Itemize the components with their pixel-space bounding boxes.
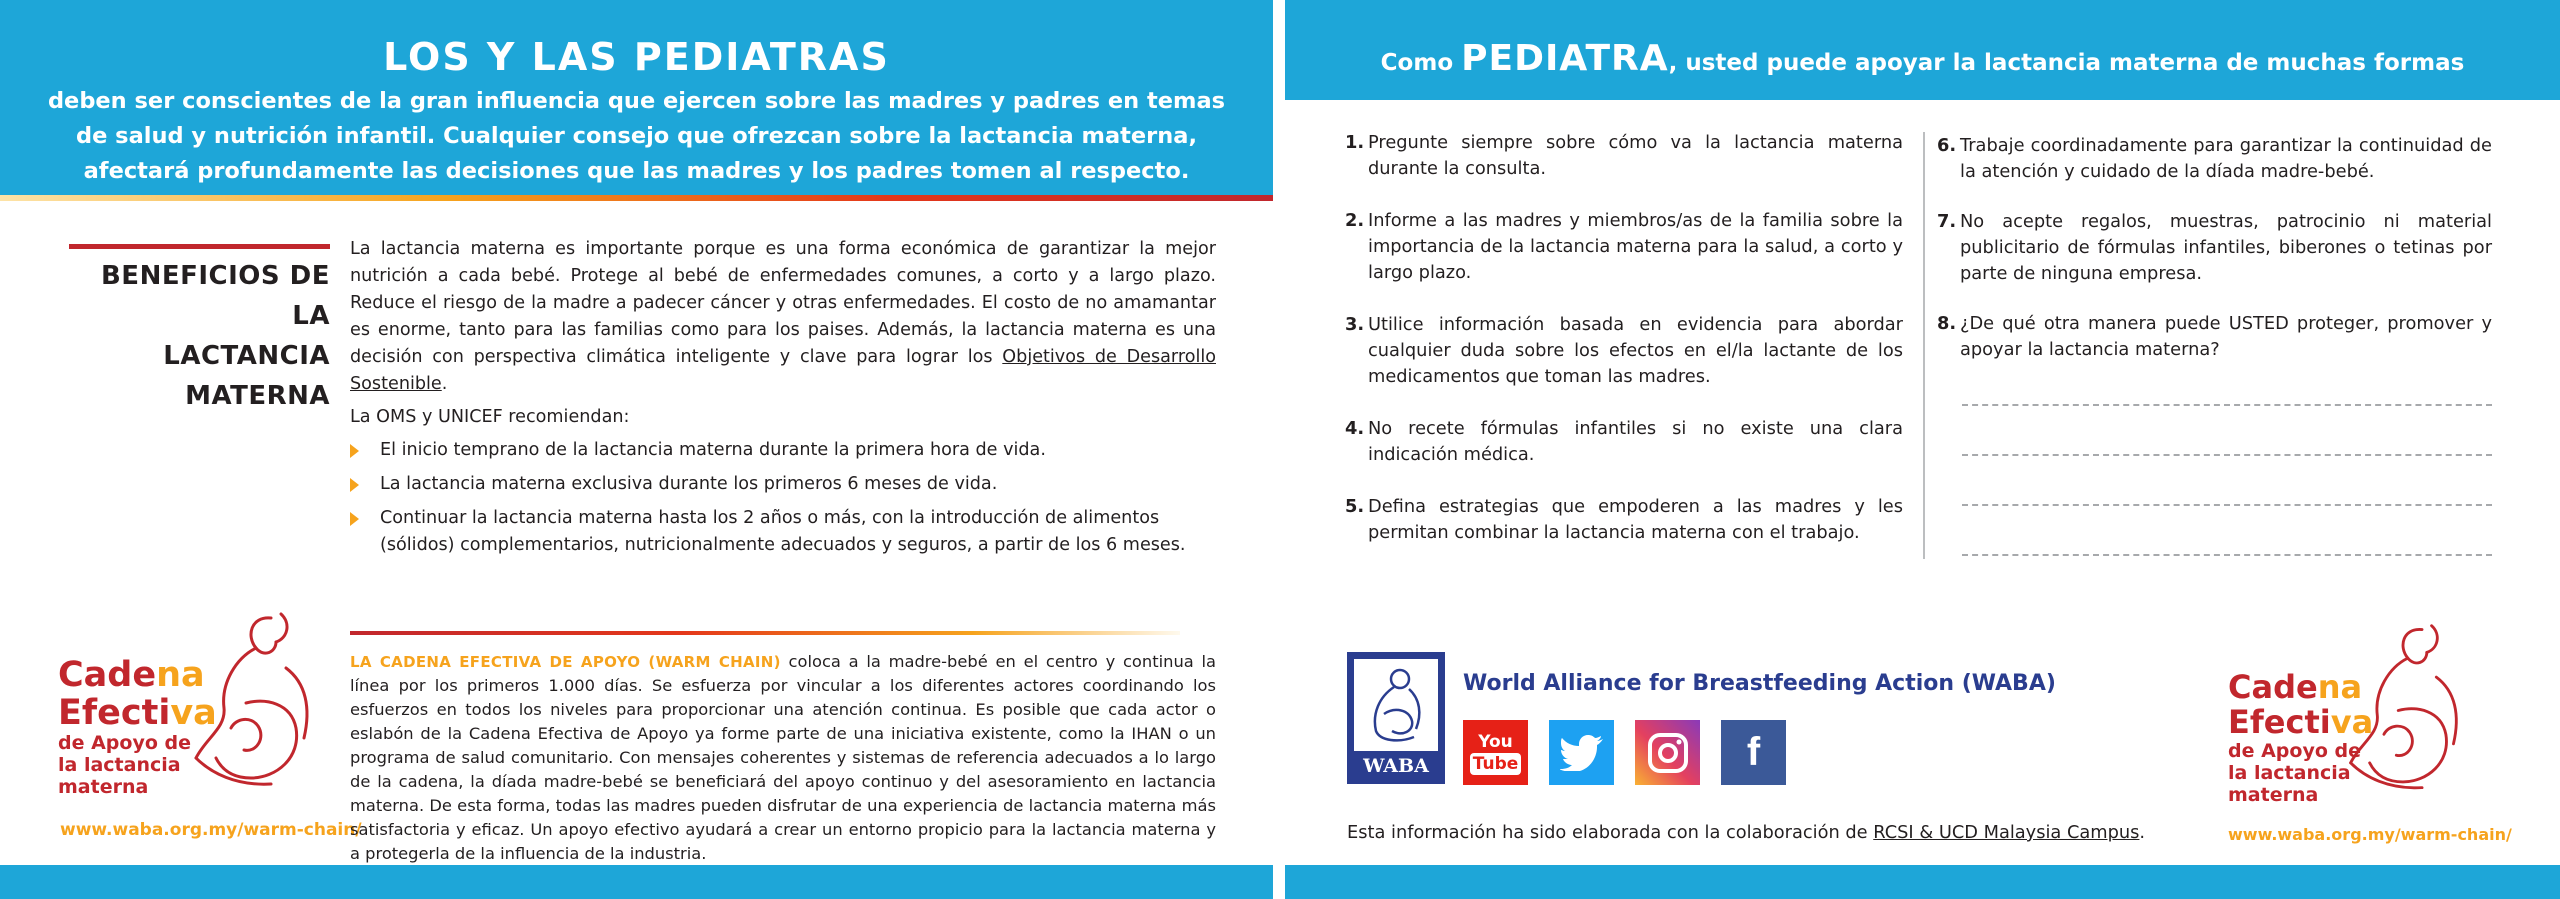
left-header (0, 0, 1273, 195)
left-title: LOS Y LAS PEDIATRAS (383, 35, 890, 79)
list-item: 8. ¿De qué otra manera puede USTED proteger, promover y apoyar la lactancia materna? (1937, 313, 2492, 360)
waba-logo (1347, 652, 1445, 784)
panel-divider (1273, 0, 1285, 899)
list-item: La lactancia materna exclusiva durante los primeros 6 meses de vida. (350, 471, 1216, 498)
logo-line5: materna (58, 776, 149, 798)
benefits-period: . (441, 374, 448, 394)
mother-baby-icon (2328, 620, 2478, 820)
bullet-icon (350, 512, 359, 526)
facebook-icon[interactable]: f (1721, 720, 1786, 785)
right-footer-bar (1285, 865, 2560, 899)
list-item: Continuar la lactancia materna hasta los 2 años o más, con la introducción de alimentos (sólidos) complementarios, nutricionalmente adecuados y seguros, a partir de los 6 meses. (350, 505, 1216, 559)
recommendations-title: La OMS y UNICEF recomiendan: (350, 407, 630, 427)
logo-line3: de Apoyo de (2228, 740, 2361, 762)
list-item: 6. Trabaje coordinadamente para garantizar la continuidad de la atención y cuidado de la díada madre-bebé. (1937, 135, 2492, 182)
list-item: El inicio temprano de la lactancia materna durante la primera hora de vida. (350, 437, 1216, 464)
recommendations-list (350, 437, 1216, 566)
cadena-logo-right (2228, 670, 2488, 820)
instagram-icon[interactable] (1635, 720, 1700, 785)
answer-line[interactable] (1962, 554, 2492, 556)
warm-chain-url[interactable]: www.waba.org.my/warm-chain/ (60, 820, 362, 840)
right-header-prefix: Como (1380, 50, 1462, 76)
waba-logo-emblem (1354, 659, 1438, 751)
cadena-highlight: LA CADENA EFECTIVA DE APOYO (WARM CHAIN) (350, 653, 781, 671)
cadena-text: coloca a la madre-bebé en el centro y continua la línea por los primeros 1.000 días. Se esfuerza por vincular a los diferentes actores coordinando los esfuerzos en todos los niveles para proporcionar una atención continua. Es posible que cada actor o eslabón de la Cadena Efectiva de Apoyo ya forme parte de una iniciativa existente, como la IHAN o un programa de salud comunitario. Con mensajes coherentes y sistemas de referencia adecuados a lo largo de la cadena, la díada madre-bebé se beneficiará del apoyo continuo y del asesoramiento en lactancia materna. De esta forma, todas las madres pueden disfrutar de una experiencia de lactancia materna más satisfactoria y eficaz. Un apoyo efectivo ayudará a crear un entorno propicio para la lactancia materna y a protegerla de la influencia de la industria. (350, 652, 1216, 863)
logo-word-efectiva: Efectiva (58, 693, 217, 733)
benefits-paragraph-text: La lactancia materna es importante porque es una forma económica de garantizar la mejor nutrición a cada bebé. Protege al bebé de enfermedades comunes, a corto y a largo plazo. Reduce el riesgo de la madre a padecer cáncer y otras enfermedades. El costo de no amamantar es enorme, tanto para las familias como para los paises. Además, la lactancia materna es una decisión con perspectiva climática inteligente y clave para lograr los (350, 239, 1216, 367)
cadena-gradient-rule (350, 631, 1180, 635)
benefits-title (55, 256, 330, 416)
benefits-title-rule (69, 244, 330, 249)
list-item: 2. Informe a las madres y miembros/as de la familia sobre la importancia de la lactancia materna para la salud, a corto y largo plazo. (1345, 210, 1903, 283)
header-gradient-rule (0, 195, 1273, 201)
actions-list-right (1937, 133, 2492, 363)
bullet-icon (350, 444, 359, 458)
rcsi-link[interactable]: RCSI & UCD Malaysia Campus (1873, 822, 2140, 843)
twitter-icon[interactable] (1549, 720, 1614, 785)
left-subtitle: deben ser conscientes de la gran influencia que ejercen sobre las madres y padres en temas de salud y nutrición infantil. Cualquier consejo que ofrezcan sobre la lactancia materna, afectará profundamente las decisiones que las madres y los padres tomen al respecto. (47, 88, 1226, 184)
logo-line5: materna (2228, 784, 2319, 806)
list-item: 3. Utilice información basada en evidencia para abordar cualquier duda sobre los efectos en el/la lactante de los medicamentos que toman las madres. (1345, 314, 1903, 387)
warm-chain-url[interactable]: www.waba.org.my/warm-chain/ (2228, 825, 2512, 844)
column-divider (1923, 132, 1925, 559)
waba-logo-text: WABA (1363, 755, 1429, 777)
answer-line[interactable] (1962, 504, 2492, 506)
actions-list-left (1345, 130, 1903, 546)
waba-name: World Alliance for Breastfeeding Action (WABA) (1463, 671, 2056, 696)
left-panel (0, 0, 1273, 899)
logo-line3: de Apoyo de (58, 732, 191, 754)
benefits-title-line2: LACTANCIA MATERNA (163, 341, 330, 411)
left-footer-bar (0, 865, 1273, 899)
sdg-link[interactable]: Objetivos de Desarrollo Sostenible (350, 347, 1216, 394)
logo-line4: la lactancia (2228, 762, 2351, 784)
cadena-logo (58, 656, 358, 816)
list-item: 1. Pregunte siempre sobre cómo va la lactancia materna durante la consulta. (1345, 132, 1903, 179)
right-header-big: PEDIATRA (1461, 38, 1669, 79)
answer-line[interactable] (1962, 454, 2492, 456)
collaboration-note: Esta información ha sido elaborada con la colaboración de RCSI & UCD Malaysia Campus. (1347, 822, 2146, 843)
benefits-paragraph (350, 236, 1216, 398)
mother-baby-icon (176, 608, 326, 818)
youtube-icon[interactable]: You Tube (1463, 720, 1528, 785)
right-header-suffix: , usted puede apoyar la lactancia materna de muchas formas (1668, 50, 2465, 76)
list-item: 7. No acepte regalos, muestras, patrocinio ni material publicitario de fórmulas infantiles, biberones o tetinas por parte de ninguna empresa. (1937, 211, 2492, 284)
answer-line[interactable] (1962, 404, 2492, 406)
list-item: 4. No recete fórmulas infantiles si no existe una clara indicación médica. (1345, 418, 1903, 465)
logo-word-cadena: Cadena (58, 655, 205, 695)
bullet-icon (350, 478, 359, 492)
waba-mother-icon (1354, 659, 1436, 749)
benefits-title-line1: BENEFICIOS DE LA (100, 261, 330, 331)
logo-word-efectiva: Efectiva (2228, 703, 2374, 741)
logo-word-cadena: Cadena (2228, 668, 2363, 706)
list-item: 5. Defina estrategias que empoderen a las madres y les permitan combinar la lactancia materna con el trabajo. (1345, 496, 1903, 543)
cadena-paragraph (350, 650, 1216, 866)
right-panel (1285, 0, 2560, 899)
right-header (1285, 0, 2560, 100)
logo-line4: la lactancia (58, 754, 181, 776)
